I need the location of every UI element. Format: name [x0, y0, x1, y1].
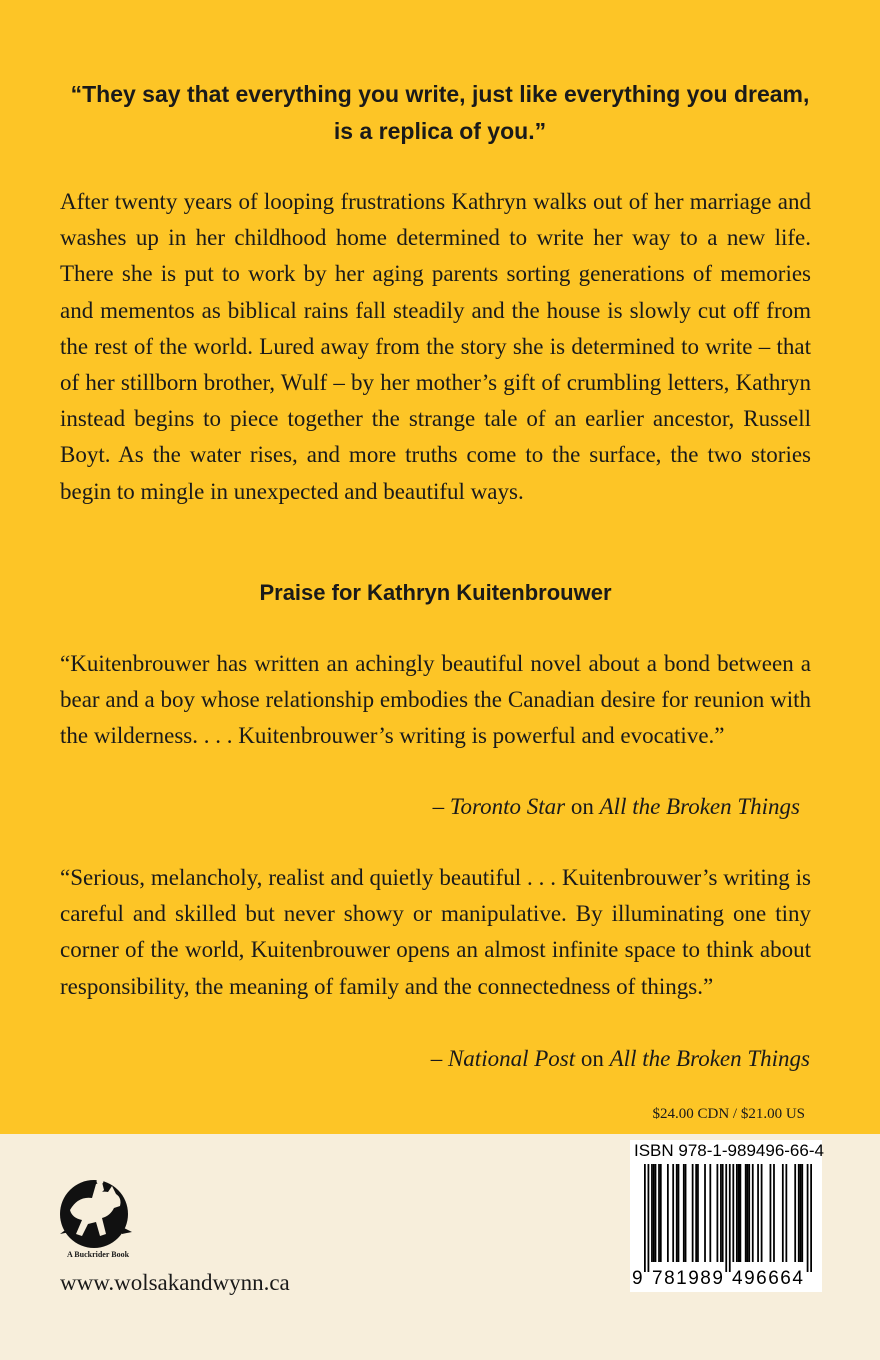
barcode-bar [801, 1164, 803, 1262]
barcode-bar [725, 1164, 727, 1272]
barcode-bar [757, 1164, 759, 1262]
attribution-on: on [565, 794, 600, 819]
praise-attribution-2 [431, 1044, 810, 1074]
barcode-bar [685, 1164, 687, 1262]
barcode-bar [729, 1164, 731, 1272]
barcode-bar [800, 1164, 802, 1262]
barcode-bar [678, 1164, 680, 1262]
barcode-bar [798, 1164, 800, 1262]
barcode-bar [683, 1164, 685, 1262]
barcode [630, 1140, 822, 1292]
barcode-digits-left: 781989 [652, 1268, 725, 1289]
barcode-bar [782, 1164, 784, 1262]
barcode-bar [794, 1164, 796, 1262]
price-label: $24.00 CDN / $21.00 US [652, 1106, 805, 1122]
barcode-bar [648, 1164, 650, 1272]
tagline-quote: “They say that everything you write, just like everything you dream, is a replica of you.” [70, 81, 810, 144]
barcode-bar [717, 1164, 719, 1262]
attribution-dash: – [432, 794, 450, 819]
barcode-bar [732, 1164, 734, 1262]
praise-attribution-1 [433, 792, 800, 822]
synopsis-text: After twenty years of looping frustrations Kathryn walks out of her marriage and washes up in her childhood home determined to write her way to a new life. There she is put to work by her aging parents sorting generations of memories and mementos as biblical rains fall steadily and the house is slowly cut off from the rest of the world. Lured away from the story she is determined to write – that of her stillborn brother, Wulf – by her mother’s gift of crumbling letters, Kathryn instead begins to piece together the strange tale of an earlier ancestor, Russell Boyt. As the water rises, and more truths come to the surface, the two stories begin to mingle in unexpected and beautiful ways. [60, 189, 811, 504]
barcode-bar [667, 1164, 669, 1262]
barcode-digits-right: 496664 [732, 1268, 805, 1289]
barcode-digit-lead: 9 [632, 1268, 645, 1289]
barcode-bar [745, 1164, 747, 1262]
praise-quote-2: “Serious, melancholy, realist and quietly beautiful . . . Kuitenbrouwer’s writing is careful and skilled but never showy or manipulative. By illuminating one tiny corner of the world, Kuitenbrouwer opens an almost infinite space to think about responsibility, the meaning of family and the connectedness of things.” [60, 865, 811, 999]
barcode-bar [761, 1164, 763, 1262]
barcode-bar [655, 1164, 657, 1262]
barcode-bar [773, 1164, 775, 1262]
barcode-bar [709, 1164, 711, 1262]
barcode-bar [660, 1164, 662, 1262]
barcode-bar [810, 1164, 812, 1272]
barcode-bar [658, 1164, 660, 1262]
barcode-bar [651, 1164, 653, 1262]
attribution-source: National Post [447, 1046, 576, 1071]
barcode-bars [644, 1164, 812, 1272]
publisher-website[interactable]: www.wolsakandwynn.ca [60, 1270, 290, 1295]
praise-heading: Praise for Kathryn Kuitenbrouwer [259, 580, 612, 605]
barcode-bar [695, 1164, 697, 1262]
publisher-logo-text: A Buckrider Book [66, 1250, 130, 1259]
attribution-work: All the Broken Things [599, 794, 800, 819]
barcode-bar [738, 1164, 740, 1262]
barcode-bar [704, 1164, 706, 1262]
barcode-bar [807, 1164, 809, 1272]
barcode-bar [676, 1164, 678, 1262]
barcode-bar [752, 1164, 754, 1262]
barcode-bar [770, 1164, 772, 1262]
barcode-bar [653, 1164, 655, 1262]
barcode-bar [720, 1164, 722, 1262]
barcode-bar [722, 1164, 724, 1262]
barcode-bar [736, 1164, 738, 1262]
barcode-bar [692, 1164, 694, 1262]
barcode-bar [644, 1164, 646, 1272]
barcode-bar [785, 1164, 787, 1262]
barcode-bar [697, 1164, 699, 1262]
attribution-source: Toronto Star [449, 794, 566, 819]
barcode-bar [747, 1164, 749, 1262]
praise-quote-1: “Kuitenbrouwer has written an achingly beautiful novel about a bond between a bear and a boy whose relationship embodies the Canadian desire for reunion with the wilderness. . . . Kuitenbrouwer’s writing is powerful and evocative.” [60, 651, 811, 749]
isbn-label: ISBN 978-1-989496-66-4 [634, 1141, 824, 1160]
barcode-bar [672, 1164, 674, 1262]
attribution-on: on [575, 1046, 610, 1071]
barcode-bar [748, 1164, 750, 1262]
barcode-bar [739, 1164, 741, 1262]
attribution-dash: – [430, 1046, 448, 1071]
attribution-work: All the Broken Things [609, 1046, 810, 1071]
